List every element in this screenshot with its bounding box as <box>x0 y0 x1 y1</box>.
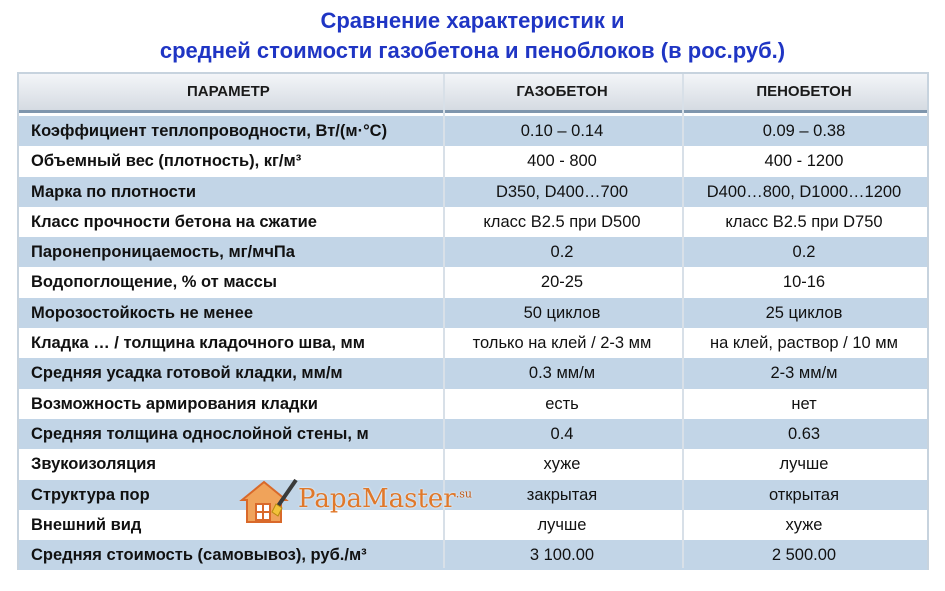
cell-parameter: Коэффициент теплопроводности, Вт/(м·°С) <box>31 122 388 140</box>
header-gasbeton: ГАЗОБЕТОН <box>516 83 608 100</box>
watermark-logo <box>238 476 518 526</box>
cell-gasbeton: 50 циклов <box>523 303 601 322</box>
cell-penobeton: 2 500.00 <box>771 546 837 565</box>
cell-gasbeton: 0.3 мм/м <box>528 364 596 383</box>
cell-gasbeton: D350, D400…700 <box>495 182 629 201</box>
cell-parameter: Морозостойкость не менее <box>31 303 253 322</box>
title-line-1: Сравнение характеристик и <box>320 8 625 33</box>
cell-parameter: Средняя усадка готовой кладки, мм/м <box>31 364 343 383</box>
cell-parameter: Возможность армирования кладки <box>31 394 318 413</box>
cell-parameter: Звукоизоляция <box>31 455 156 474</box>
cell-gasbeton: 0.4 <box>550 424 574 443</box>
header-penobeton: ПЕНОБЕТОН <box>756 83 852 100</box>
cell-gasbeton: хуже <box>543 455 581 474</box>
cell-penobeton: 0.2 <box>792 243 816 262</box>
table-row <box>19 358 927 388</box>
cell-penobeton: D400…800, D1000…1200 <box>706 182 902 201</box>
cell-penobeton: 25 циклов <box>765 303 843 322</box>
cell-gasbeton: 0.10 – 0.14 <box>520 122 604 140</box>
table-row <box>19 298 927 328</box>
cell-parameter: Структура пор <box>31 485 150 504</box>
cell-penobeton: 400 - 1200 <box>764 152 844 171</box>
cell-gasbeton: есть <box>545 394 579 413</box>
cell-gasbeton: закрытая <box>526 485 598 504</box>
cell-penobeton: класс В2.5 при D750 <box>725 212 883 231</box>
cell-penobeton: нет <box>791 394 817 413</box>
table-row <box>19 540 927 570</box>
cell-penobeton: 0.63 <box>787 424 821 443</box>
table-row <box>19 419 927 449</box>
table-row <box>19 328 927 358</box>
table-row <box>19 389 927 419</box>
cell-parameter: Марка по плотности <box>31 182 197 201</box>
cell-gasbeton: только на клей / 2-3 мм <box>472 334 652 353</box>
table-row <box>19 267 927 297</box>
header-parameter: ПАРАМЕТР <box>187 83 270 100</box>
table-header-row <box>19 74 927 113</box>
cell-gasbeton: 20-25 <box>540 273 584 292</box>
cell-penobeton: 0.09 – 0.38 <box>762 122 846 140</box>
cell-parameter: Объемный вес (плотность), кг/м³ <box>31 152 302 171</box>
table-row <box>19 177 927 207</box>
house-with-brush-icon <box>238 476 300 526</box>
cell-penobeton: лучше <box>779 455 829 474</box>
cell-penobeton: 2-3 мм/м <box>770 364 838 383</box>
cell-parameter: Кладка … / толщина кладочного шва, мм <box>31 334 365 353</box>
cell-gasbeton: 3 100.00 <box>529 546 595 565</box>
table-row <box>19 237 927 267</box>
table-row <box>19 116 927 146</box>
cell-parameter: Водопоглощение, % от массы <box>31 273 277 292</box>
page-title <box>0 6 945 66</box>
title-line-2: средней стоимости газобетона и пеноблоков (в рос.руб.) <box>159 38 786 63</box>
table-row <box>19 146 927 176</box>
cell-penobeton: открытая <box>768 485 840 504</box>
table-row <box>19 207 927 237</box>
column-divider <box>682 74 684 568</box>
cell-parameter: Средняя толщина однослойной стены, м <box>31 424 369 443</box>
cell-gasbeton: 400 - 800 <box>527 152 597 171</box>
watermark-text: PapaMaster$^{.su}$ <box>298 484 472 514</box>
cell-parameter: Паронепроницаемость, мг/мчПа <box>31 243 295 262</box>
cell-gasbeton: лучше <box>537 515 587 534</box>
cell-parameter: Средняя стоимость (самовывоз), руб./м³ <box>31 546 367 565</box>
cell-gasbeton: класс В2.5 при D500 <box>483 212 641 231</box>
cell-parameter: Класс прочности бетона на сжатие <box>31 212 317 231</box>
cell-parameter: Внешний вид <box>31 515 142 534</box>
cell-penobeton: на клей, раствор / 10 мм <box>710 334 898 353</box>
cell-gasbeton: 0.2 <box>550 243 574 262</box>
cell-penobeton: 10-16 <box>782 273 826 292</box>
cell-penobeton: хуже <box>785 515 823 534</box>
